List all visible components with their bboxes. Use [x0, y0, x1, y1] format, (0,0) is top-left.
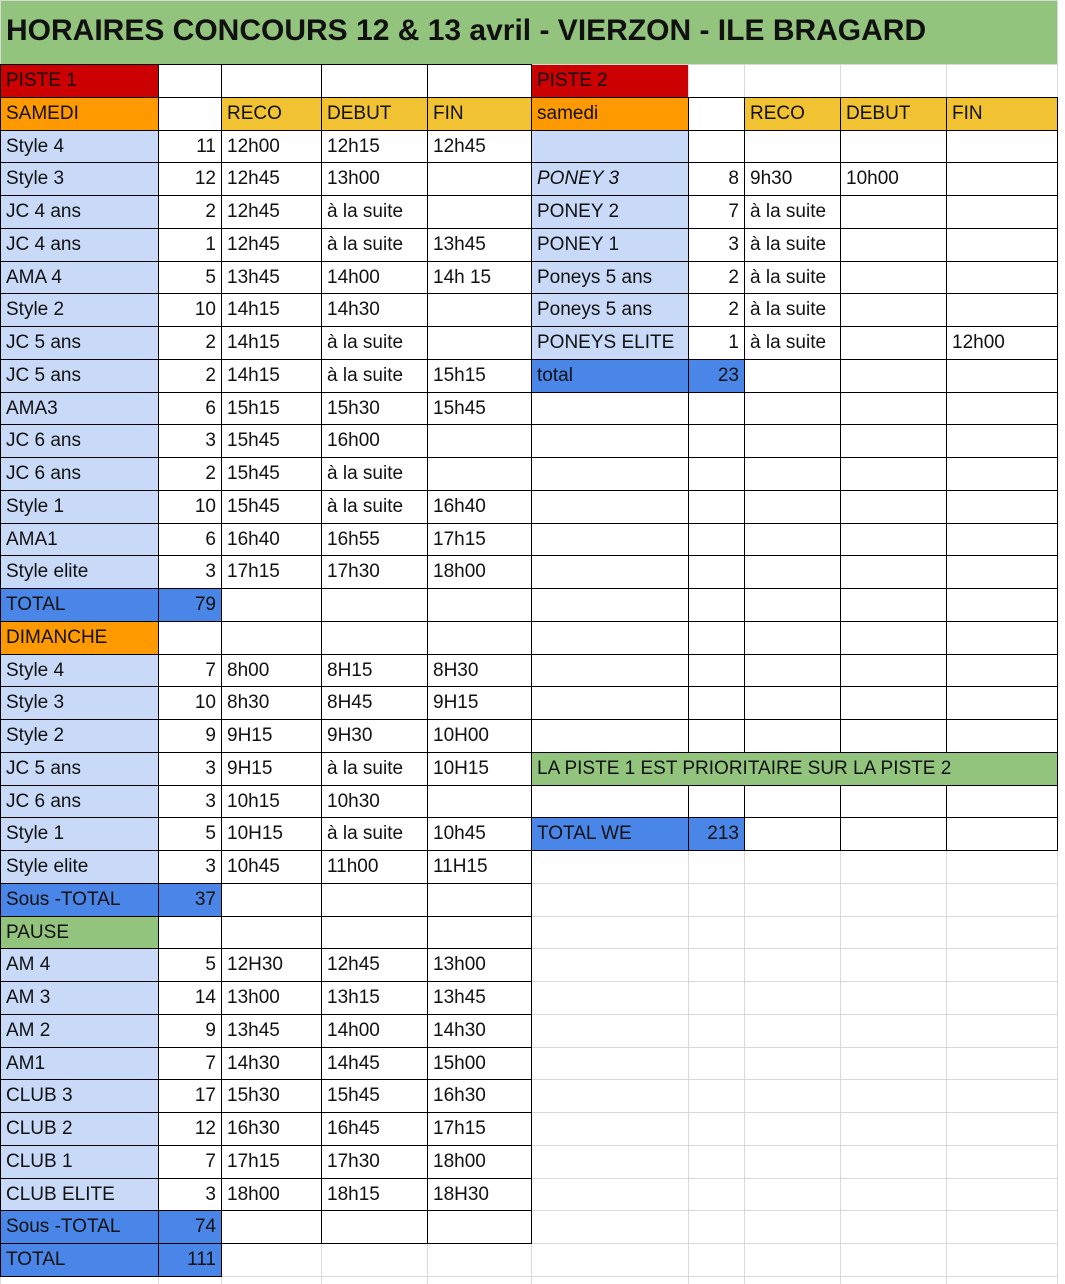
debut-time[interactable]: à la suite [327, 364, 404, 386]
fin-time[interactable]: 15h45 [433, 397, 486, 419]
sunday-subtotal2-label[interactable]: Sous -TOTAL [1, 1211, 158, 1243]
cell-border [0, 1145, 532, 1146]
category-cell[interactable]: JC 6 ans [1, 786, 158, 818]
fin-time[interactable]: 15h15 [433, 364, 486, 386]
cell-border [531, 490, 1058, 491]
fin-time[interactable]: 10H15 [433, 757, 489, 779]
reco-time[interactable]: 15h15 [227, 397, 280, 419]
entries-count[interactable]: 12 [194, 168, 216, 190]
reco-time[interactable]: 9h30 [750, 168, 793, 190]
entries-count[interactable]: 3 [205, 757, 216, 779]
piste2-label[interactable]: PISTE 2 [532, 65, 688, 97]
cell-border [531, 719, 1058, 720]
fin-time[interactable]: 10H00 [433, 725, 489, 746]
reco-time[interactable]: 16h30 [227, 1118, 280, 1139]
cell-border [744, 785, 745, 851]
cell-border [0, 1047, 532, 1048]
piste1-label[interactable]: PISTE 1 [1, 65, 158, 97]
cell-border [531, 228, 1058, 229]
reco-time[interactable]: à la suite [750, 201, 827, 222]
cell-border [1057, 785, 1058, 851]
cell-border [531, 195, 1058, 196]
cell-border [0, 1243, 222, 1244]
category-cell[interactable]: CLUB 2 [1, 1113, 158, 1145]
debut-time[interactable]: à la suite [327, 757, 404, 779]
reco-time[interactable]: 9H15 [227, 725, 273, 746]
debut-time[interactable]: 14h30 [327, 299, 380, 321]
cell-border [531, 326, 1058, 327]
entries-count[interactable]: 10 [194, 692, 216, 714]
entries-count[interactable]: 10 [194, 495, 216, 517]
fin-time[interactable] [947, 294, 1057, 326]
reco-time[interactable]: 9H15 [227, 757, 273, 779]
fin-time[interactable]: 16h30 [433, 1085, 486, 1107]
cell-border [0, 261, 532, 262]
day-saturday-label[interactable]: SAMEDI [1, 98, 158, 130]
reco-time[interactable]: à la suite [750, 332, 827, 353]
priority-note[interactable]: LA PISTE 1 EST PRIORITAIRE SUR LA PISTE 2 [532, 753, 1057, 785]
cell-border [531, 785, 1058, 786]
weekend-total-value[interactable]: 213 [689, 818, 744, 850]
entries-count[interactable]: 3 [205, 561, 216, 583]
debut-time[interactable]: 17h30 [327, 561, 380, 583]
entries-count[interactable] [689, 131, 744, 163]
category-cell[interactable]: PONEY 2 [532, 196, 688, 228]
entries-count[interactable]: 3 [205, 856, 216, 877]
reco-time[interactable]: 15h45 [227, 495, 280, 517]
debut-time[interactable]: 16h00 [327, 430, 380, 452]
debut-time[interactable]: à la suite [327, 233, 404, 255]
cell-border [531, 97, 532, 753]
cell-border [0, 850, 532, 851]
entries-count[interactable]: 3 [205, 1183, 216, 1205]
page-title: HORAIRES CONCOURS 12 & 13 avril - VIERZON - ILE BRAGARD [1, 1, 1057, 64]
fin-time[interactable] [947, 196, 1057, 228]
category-cell[interactable]: AM 3 [1, 982, 158, 1014]
cell-border [0, 523, 532, 524]
saturday-total-label[interactable]: TOTAL [1, 589, 158, 621]
category-cell[interactable]: Poneys 5 ans [532, 262, 688, 294]
cell-border [0, 785, 532, 786]
cell-border [0, 686, 532, 687]
debut-time[interactable]: 14h00 [327, 1019, 380, 1041]
entries-count[interactable]: 5 [205, 266, 216, 288]
cell-border [531, 130, 1058, 131]
fin-time[interactable]: 11H15 [433, 856, 488, 877]
reco-time[interactable]: 13h45 [227, 1019, 280, 1041]
cell-border [840, 785, 841, 851]
cell-border [531, 392, 1058, 393]
reco-time[interactable]: 18h00 [227, 1183, 280, 1205]
day-sunday-label[interactable]: DIMANCHE [1, 622, 158, 654]
entries-count[interactable]: 17 [194, 1085, 216, 1107]
entries-count[interactable]: 2 [728, 299, 739, 321]
cell-border [0, 424, 532, 425]
cell-border [0, 1014, 532, 1015]
cell-border [0, 359, 532, 360]
reco-time[interactable]: 14h15 [227, 364, 280, 386]
category-cell[interactable]: JC 5 ans [1, 753, 158, 785]
reco-time[interactable]: 13h45 [227, 266, 280, 288]
entries-count[interactable]: 2 [205, 463, 216, 484]
cell-border [0, 392, 532, 393]
reco-time[interactable]: à la suite [750, 266, 827, 288]
cell-border [0, 326, 532, 327]
sunday-subtotal-label[interactable]: Sous -TOTAL [1, 884, 158, 916]
category-cell[interactable]: AM 4 [1, 949, 158, 981]
entries-count[interactable]: 3 [728, 233, 739, 255]
reco-time[interactable]: 12H30 [227, 954, 283, 976]
fin-time[interactable]: 12h00 [952, 332, 1005, 353]
cell-border [531, 97, 1058, 98]
piste2-total-value[interactable]: 23 [689, 360, 744, 392]
category-cell[interactable]: JC 6 ans [1, 458, 158, 490]
cell-border [531, 686, 1058, 687]
cell-border [0, 1112, 532, 1113]
category-cell[interactable]: JC 5 ans [1, 360, 158, 392]
cell-border [0, 1243, 1, 1277]
debut-time[interactable]: 15h30 [327, 397, 380, 419]
entries-count[interactable]: 5 [205, 954, 216, 976]
cell-border [0, 621, 532, 622]
category-cell[interactable]: Poneys 5 ans [532, 294, 688, 326]
cell-border [0, 457, 532, 458]
cell-border [0, 97, 532, 98]
saturday-total-value[interactable]: 79 [159, 589, 221, 621]
cell-border [158, 1243, 159, 1277]
reco-time[interactable]: 12h45 [227, 201, 280, 222]
cell-border [158, 64, 159, 1244]
entries-count[interactable]: 2 [728, 266, 739, 288]
category-cell[interactable]: CLUB ELITE [1, 1179, 158, 1211]
column-header-reco[interactable]: RECO [222, 98, 321, 130]
fin-time[interactable]: 18h00 [433, 1150, 486, 1172]
category-cell[interactable]: AMA3 [1, 393, 158, 425]
fin-time[interactable]: 17h15 [433, 1118, 486, 1139]
category-cell[interactable]: AM1 [1, 1048, 158, 1080]
debut-time[interactable]: 9H30 [327, 725, 373, 746]
fin-time[interactable]: 14h30 [433, 1019, 486, 1041]
fin-time[interactable] [428, 327, 531, 359]
fin-time[interactable]: 12h45 [433, 135, 486, 157]
category-cell[interactable]: Style 1 [1, 491, 158, 523]
debut-time[interactable]: 8H15 [327, 659, 373, 681]
debut-time[interactable]: 14h45 [327, 1052, 380, 1074]
cell-border [531, 555, 1058, 556]
cell-border [531, 162, 1058, 163]
debut-time[interactable]: 11h00 [327, 856, 379, 877]
debut-time[interactable]: 17h30 [327, 1150, 380, 1172]
category-cell[interactable]: Style 4 [1, 131, 158, 163]
cell-border [531, 424, 1058, 425]
entries-count[interactable]: 11 [196, 135, 216, 157]
piste2-column-header-fin[interactable]: FIN [947, 98, 1057, 130]
reco-time[interactable]: 14h30 [227, 1052, 280, 1074]
category-cell[interactable]: Style elite [1, 556, 158, 588]
cell-border [531, 359, 1058, 360]
category-cell[interactable] [532, 131, 688, 163]
fin-time[interactable]: 15h00 [433, 1052, 486, 1074]
debut-time[interactable] [841, 131, 946, 163]
debut-time[interactable]: 16h45 [327, 1118, 380, 1139]
cell-border [531, 850, 1058, 851]
category-cell[interactable]: PONEY 1 [532, 229, 688, 261]
fin-time[interactable]: 13h00 [433, 954, 486, 976]
fin-time[interactable]: 9H15 [433, 692, 479, 714]
debut-time[interactable] [841, 327, 946, 359]
cell-border [688, 97, 689, 753]
fin-time[interactable]: 13h45 [433, 233, 486, 255]
fin-time[interactable] [947, 131, 1057, 163]
entries-count[interactable]: 6 [205, 397, 216, 419]
cell-border [1057, 97, 1058, 753]
sunday-subtotal-value[interactable]: 37 [159, 884, 221, 916]
entries-count[interactable]: 5 [205, 823, 216, 845]
cell-border [0, 293, 532, 294]
entries-count[interactable]: 2 [205, 332, 216, 353]
column-header-debut[interactable]: DEBUT [322, 98, 427, 130]
entries-count[interactable]: 7 [728, 201, 739, 222]
fin-time[interactable]: 8H30 [433, 659, 479, 681]
category-cell[interactable]: Style 3 [1, 163, 158, 195]
debut-time[interactable] [841, 229, 946, 261]
fin-time[interactable] [428, 163, 531, 195]
cell-border [0, 654, 532, 655]
fin-time[interactable] [428, 196, 531, 228]
entries-count[interactable]: 2 [205, 201, 216, 222]
debut-time[interactable]: 16h55 [327, 528, 380, 550]
entries-count[interactable]: 9 [205, 1019, 216, 1041]
fin-time[interactable]: 10h45 [433, 823, 486, 845]
reco-time[interactable]: 8h00 [227, 659, 270, 681]
reco-time[interactable]: 10H15 [227, 823, 283, 845]
fin-time[interactable] [428, 294, 531, 326]
reco-time[interactable]: 14h15 [227, 299, 280, 321]
cell-border [221, 1243, 222, 1277]
reco-time[interactable]: à la suite [750, 233, 827, 255]
cell-border [427, 64, 428, 1244]
sunday-total-value[interactable]: 111 [159, 1244, 221, 1276]
reco-time[interactable] [745, 131, 840, 163]
entries-count[interactable]: 12 [194, 1118, 216, 1139]
debut-time[interactable] [841, 196, 946, 228]
fin-time[interactable] [428, 786, 531, 818]
reco-time[interactable]: 14h15 [227, 332, 280, 353]
cell-border [0, 588, 532, 589]
reco-time[interactable]: 10h15 [227, 790, 280, 812]
category-cell[interactable]: JC 4 ans [1, 229, 158, 261]
cell-border [0, 883, 532, 884]
fin-time[interactable] [428, 425, 531, 457]
reco-time[interactable]: 10h45 [227, 856, 280, 877]
debut-time[interactable]: 12h45 [327, 954, 380, 976]
reco-time[interactable]: 12h45 [227, 233, 280, 255]
entries-count[interactable]: 2 [205, 364, 216, 386]
reco-time[interactable]: 12h00 [227, 135, 280, 157]
debut-time[interactable]: 13h00 [327, 168, 380, 190]
cell-border [0, 490, 532, 491]
piste2-column-header-debut[interactable]: DEBUT [841, 98, 946, 130]
cell-border [531, 261, 1058, 262]
reco-time[interactable]: à la suite [750, 299, 827, 321]
cell-border [221, 64, 222, 1244]
fin-time[interactable]: 16h40 [433, 495, 486, 517]
entries-count[interactable]: 1 [728, 332, 739, 353]
cell-border [0, 948, 532, 949]
category-cell[interactable]: Style 2 [1, 294, 158, 326]
cell-border [0, 719, 532, 720]
pause-label[interactable]: PAUSE [1, 917, 158, 949]
debut-time[interactable]: à la suite [327, 201, 404, 222]
cell-border [744, 97, 745, 753]
reco-time[interactable]: 15h45 [227, 430, 280, 452]
entries-count[interactable]: 3 [205, 430, 216, 452]
fin-time[interactable]: 13h45 [433, 987, 486, 1008]
debut-time[interactable]: à la suite [327, 463, 404, 484]
cell-border [0, 130, 532, 131]
debut-time[interactable]: à la suite [327, 332, 404, 353]
piste2-day-label[interactable]: samedi [532, 98, 688, 130]
debut-time[interactable]: 13h15 [327, 987, 380, 1008]
piste2-total-label[interactable]: total [532, 360, 688, 392]
weekend-total-label[interactable]: TOTAL WE [532, 818, 688, 850]
reco-time[interactable]: 17h15 [227, 561, 280, 583]
debut-time[interactable] [841, 294, 946, 326]
debut-time[interactable]: 15h45 [327, 1085, 380, 1107]
category-cell[interactable]: JC 4 ans [1, 196, 158, 228]
debut-time[interactable]: 10h00 [846, 168, 899, 190]
fin-time[interactable]: 18h00 [433, 561, 486, 583]
cell-border [531, 588, 1058, 589]
entries-count[interactable]: 3 [205, 790, 216, 812]
category-cell[interactable]: JC 5 ans [1, 327, 158, 359]
reco-time[interactable]: 8h30 [227, 692, 270, 714]
reco-time[interactable]: 17h15 [227, 1150, 280, 1172]
cell-border [531, 621, 1058, 622]
fin-time[interactable] [947, 229, 1057, 261]
cell-border [840, 97, 841, 753]
category-cell[interactable]: CLUB 1 [1, 1146, 158, 1178]
reco-time[interactable]: 13h00 [227, 987, 280, 1008]
category-cell[interactable]: JC 6 ans [1, 425, 158, 457]
cell-border [531, 523, 1058, 524]
cell-border [0, 1079, 532, 1080]
debut-time[interactable]: à la suite [327, 495, 404, 517]
reco-time[interactable]: 15h30 [227, 1085, 280, 1107]
cell-border [531, 293, 1058, 294]
cell-border [0, 555, 532, 556]
fin-time[interactable]: 14h 15 [433, 266, 492, 288]
cell-border [0, 64, 532, 65]
sunday-subtotal2-value[interactable]: 74 [159, 1211, 221, 1243]
cell-border [0, 195, 532, 196]
debut-time[interactable] [841, 262, 946, 294]
category-cell[interactable]: Style 4 [1, 655, 158, 687]
debut-time[interactable]: 10h30 [327, 790, 380, 812]
debut-time[interactable]: 8H45 [327, 692, 373, 714]
cell-border [0, 752, 532, 753]
fin-time[interactable]: 18H30 [433, 1183, 489, 1205]
cell-border [946, 97, 947, 753]
column-header-fin[interactable]: FIN [428, 98, 531, 130]
cell-border [0, 1178, 532, 1179]
cell-border [0, 228, 532, 229]
cell-border [321, 64, 322, 1244]
debut-time[interactable]: 14h00 [327, 266, 380, 288]
reco-time[interactable]: 16h40 [227, 528, 280, 550]
category-cell[interactable]: CLUB 3 [1, 1080, 158, 1112]
category-cell[interactable]: AMA1 [1, 524, 158, 556]
entries-count[interactable]: 8 [728, 168, 739, 190]
fin-time[interactable] [947, 163, 1057, 195]
fin-time[interactable]: 17h15 [433, 528, 486, 550]
entries-count[interactable]: 1 [205, 233, 216, 255]
reco-time[interactable]: 15h45 [227, 463, 280, 484]
entries-count[interactable]: 7 [205, 1150, 216, 1172]
category-cell[interactable]: Style 2 [1, 720, 158, 752]
debut-time[interactable]: 12h15 [327, 135, 380, 157]
fin-time[interactable] [428, 458, 531, 490]
piste2-column-header-reco[interactable]: RECO [745, 98, 840, 130]
cell-border [531, 457, 1058, 458]
category-cell[interactable]: PONEY 3 [532, 163, 688, 195]
category-cell[interactable]: PONEYS ELITE [532, 327, 688, 359]
cell-border [531, 654, 1058, 655]
cell-border [1057, 752, 1058, 786]
entries-count[interactable]: 9 [205, 725, 216, 746]
debut-time[interactable]: à la suite [327, 823, 404, 845]
cell-border [0, 64, 1, 1244]
cell-border [0, 916, 532, 917]
category-cell[interactable]: AMA 4 [1, 262, 158, 294]
cell-border [946, 785, 947, 851]
cell-border [0, 1210, 532, 1211]
sunday-total-label[interactable]: TOTAL [1, 1244, 158, 1276]
debut-time[interactable]: 18h15 [327, 1183, 380, 1205]
cell-border [0, 817, 532, 818]
cell-border [0, 1276, 222, 1277]
category-cell[interactable]: Style elite [1, 851, 158, 883]
entries-count[interactable]: 7 [205, 1052, 216, 1074]
entries-count[interactable]: 14 [194, 987, 216, 1008]
fin-time[interactable] [947, 262, 1057, 294]
category-cell[interactable]: AM 2 [1, 1015, 158, 1047]
category-cell[interactable]: Style 1 [1, 818, 158, 850]
cell-border [0, 981, 532, 982]
entries-count[interactable]: 10 [194, 299, 216, 321]
reco-time[interactable]: 12h45 [227, 168, 280, 190]
category-cell[interactable]: Style 3 [1, 687, 158, 719]
entries-count[interactable]: 6 [205, 528, 216, 550]
cell-border [0, 162, 532, 163]
entries-count[interactable]: 7 [205, 659, 216, 681]
